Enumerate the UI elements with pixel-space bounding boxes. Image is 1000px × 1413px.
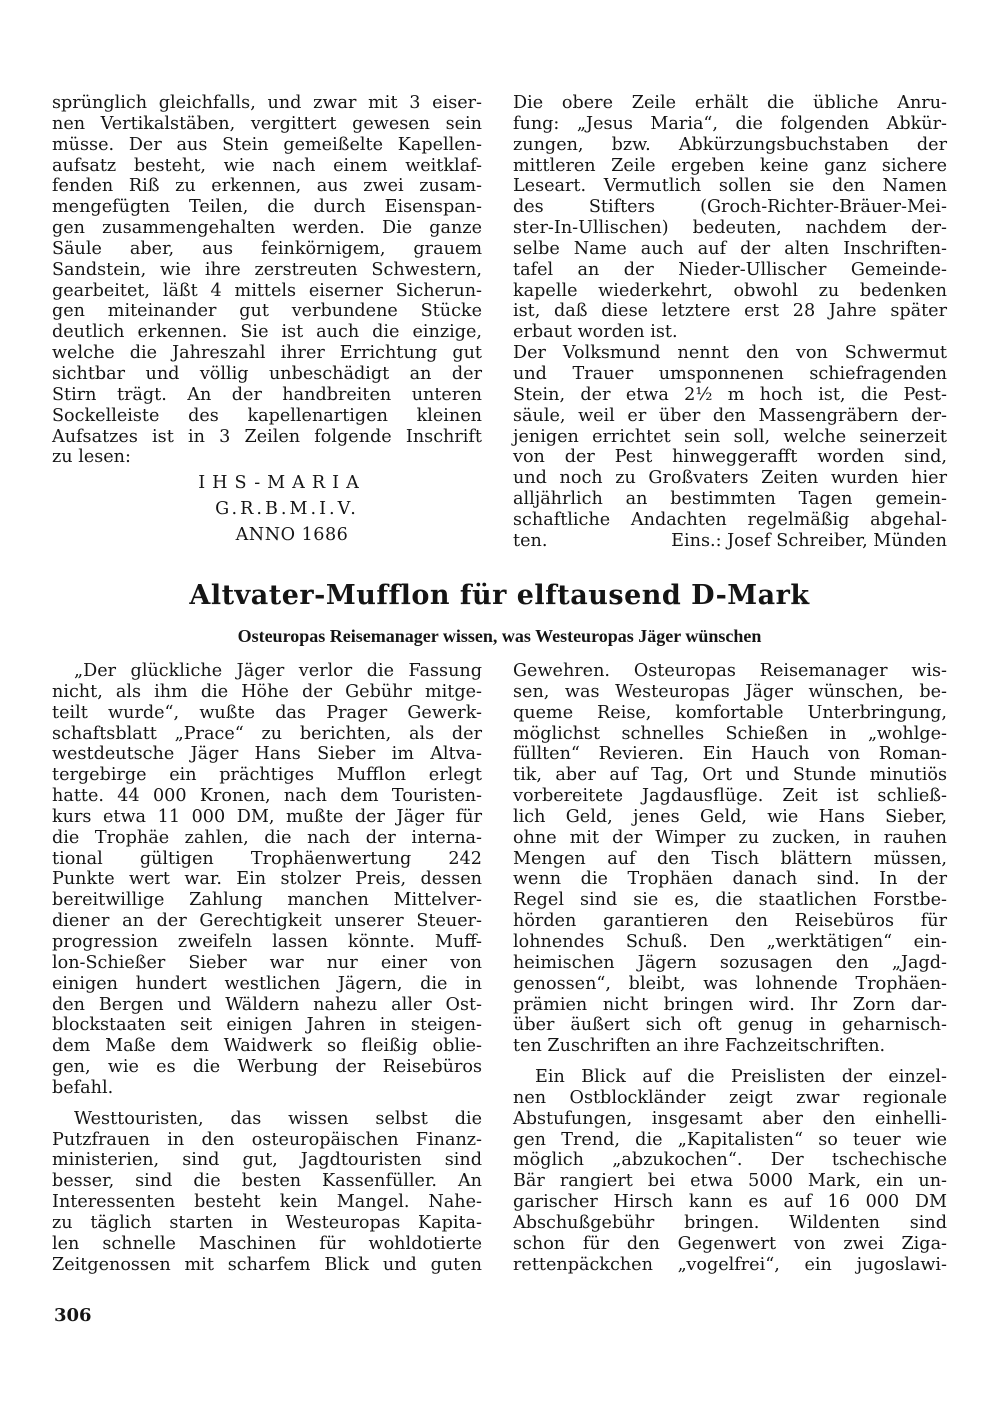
text-line: welche die Jahreszahl ihrer Errichtung gut <box>52 343 482 364</box>
text-line: vorbereitete Jagdausflüge. Zeit ist schließ- <box>513 786 947 807</box>
text-line: progression zweifeln lassen könnte. Muff- <box>52 931 482 952</box>
text-line: Interessenten besteht kein Mangel. Nahe- <box>52 1192 482 1213</box>
text-line: Der Volksmund nennt den von Schwermut <box>513 343 947 364</box>
text-line: Sandstein, wie ihre zerstreuten Schwestern, <box>52 259 482 280</box>
text-line: Mengen auf den Tisch blättern müssen, <box>513 848 947 869</box>
text-line: gearbeitet, läßt 4 mittels eiserner Sicherun- <box>52 280 482 301</box>
text-line: aufsatz besteht, wie nach einem weitklaf- <box>52 155 482 176</box>
text-line: ist, daß diese letztere erst 28 Jahre später <box>513 301 947 322</box>
text-line: nen Ostblockländer zeigt zwar regionale <box>513 1087 947 1108</box>
text-line: kapelle wiederkehrt, obwohl zu bedenken <box>513 280 947 301</box>
text-line: Aufsatzes ist in 3 Zeilen folgende Inschrift <box>52 426 482 447</box>
text-line: Säule aber, aus feinkörnigem, grauem <box>52 238 482 259</box>
text-line: selbe Name auch auf der alten Inschriften- <box>513 238 947 259</box>
text-line: tergebirge ein prächtiges Mufflon erlegt <box>52 765 482 786</box>
text-line: zungen, bzw. Abkürzungsbuchstaben der <box>513 134 947 155</box>
text-line: jenigen errichtet sein soll, welche seinerzeit <box>513 426 947 447</box>
text-line: des Stifters (Groch-Richter-Bräuer-Mei- <box>513 197 947 218</box>
author-credit: Eins.: Josef Schreiber, Münden <box>671 531 947 551</box>
article-headline: Altvater-Mufflon für elftausend D-Mark <box>189 580 810 611</box>
text-line: alljährlich an bestimmten Tagen gemein- <box>513 489 947 510</box>
inscription-line-2: G.R.B.M.I.V. <box>215 499 359 519</box>
page-number: 306 <box>54 1305 92 1326</box>
inscription-line-1: IHS-MARIA <box>198 473 366 493</box>
text-line: und Trauer umsponnenen schiefragenden <box>513 363 947 384</box>
text-line: schaftsblatt „Prace“ zu berichten, als der <box>52 723 482 744</box>
text-line: blockstaaten seit einigen Jahren in steigen- <box>52 1015 482 1036</box>
text-line: ministerien, sind gut, Jagdtouristen sind <box>52 1150 482 1171</box>
text-line: nicht, als ihm die Höhe der Gebühr mitge- <box>52 681 482 702</box>
text-line: sichtbar und völlig unbeschädigt an der <box>52 363 482 384</box>
text-line: befahl. <box>52 1077 114 1098</box>
text-line: möglichst schnelles Schießen in „wohlge- <box>513 723 947 744</box>
text-line: prämien nicht bringen wird. Ihr Zorn dar- <box>513 994 947 1015</box>
article-credit-line <box>513 531 947 552</box>
text-line: Stirn trägt. An der handbreiten unteren <box>52 384 482 405</box>
bottom-right-column <box>513 661 947 1275</box>
text-line: Ein Blick auf die Preislisten der einzel- <box>535 1067 947 1088</box>
text-line: Westtouristen, das wissen selbst die <box>74 1108 482 1129</box>
text-line: diener an der Gerechtigkeit unserer Steuer- <box>52 911 482 932</box>
text-line: erbaut worden ist. <box>513 322 678 343</box>
text-line: einigen hundert westlichen Jägern, die in <box>52 973 482 994</box>
text-line: nen Vertikalstäben, vergittert gewesen sein <box>52 113 482 134</box>
text-line: lon-Schießer Sieber war nur einer von <box>52 952 482 973</box>
text-line: mittleren Zeile ergeben keine ganz sichere <box>513 155 947 176</box>
text-line: Gewehren. Osteuropas Reisemanager wis- <box>513 661 947 681</box>
text-line: hörden garantieren den Reisebüros für <box>513 911 947 932</box>
text-line: kurs etwa 11 000 DM, mußte der Jäger für <box>52 806 482 827</box>
text-line: lohnendes Schuß. Den „werktätigen“ ein- <box>513 931 947 952</box>
text-line: und noch zu Großvaters Zeiten wurden hier <box>513 468 947 489</box>
text-line: über äußert sich oft genug in geharnisch- <box>513 1015 947 1036</box>
text-line: müsse. Der aus Stein gemeißelte Kapellen- <box>52 134 482 155</box>
text-line: heimischen Jägern sozusagen den „Jagd- <box>513 952 947 973</box>
text-line: schon für den Gegenwert von zwei Ziga- <box>513 1233 947 1254</box>
text-line: Bär rangiert bei etwa 5000 Mark, ein un- <box>513 1171 947 1192</box>
text-line: die Trophäe zahlen, die nach der interna- <box>52 827 482 848</box>
text-line: deutlich erkennen. Sie ist auch die einzige, <box>52 322 482 343</box>
top-right-column <box>513 93 947 531</box>
text-line: len schnelle Maschinen für wohldotierte <box>52 1233 482 1254</box>
final-word: ten. <box>513 531 548 551</box>
text-line: sprünglich gleichfalls, und zwar mit 3 eiser- <box>52 93 482 113</box>
inscription <box>52 470 482 548</box>
text-line: tik, aber auf Tag, Ort und Stunde minutiös <box>513 765 947 786</box>
text-line: Stein, der etwa 2½ m hoch ist, die Pest- <box>513 384 947 405</box>
text-line: ster-In-Ullischen) bedeuten, nachdem der- <box>513 218 947 239</box>
text-line: den Bergen und Wäldern nahezu aller Ost- <box>52 994 482 1015</box>
text-line: „Der glückliche Jäger verlor die Fassung <box>74 661 482 681</box>
text-line: Putzfrauen in den osteuropäischen Finanz- <box>52 1129 482 1150</box>
text-line: garischer Hirsch kann es auf 16 000 DM <box>513 1192 947 1213</box>
text-line: wenn die Trophäen danach sind. In der <box>513 869 947 890</box>
text-line: bereitwillige Zahlung manchen Mittelver- <box>52 890 482 911</box>
article-subheadline: Osteuropas Reisemanager wissen, was Westeuropas Jäger wünschen <box>237 626 762 646</box>
text-line: füllten“ Revieren. Ein Hauch von Roman- <box>513 744 947 765</box>
text-line: gen zusammengehalten werden. Die ganze <box>52 218 482 239</box>
text-line: ohne mit der Wimper zu zucken, in rauhen <box>513 827 947 848</box>
text-line: säule, weil er über den Massengräbern der- <box>513 405 947 426</box>
text-line: queme Reise, komfortable Unterbringung, <box>513 702 947 723</box>
inscription-line-3: ANNO 1686 <box>235 525 349 545</box>
text-line: zu lesen: <box>52 447 131 468</box>
text-line: gen Trend, die „Kapitalisten“ so teuer wie <box>513 1129 947 1150</box>
text-line: westdeutsche Jäger Hans Sieber im Altva- <box>52 744 482 765</box>
text-line: besser, sind die besten Kassenfüller. An <box>52 1171 482 1192</box>
text-line: von der Pest hinweggerafft worden sind, <box>513 447 947 468</box>
text-line: Leseart. Vermutlich sollen sie den Namen <box>513 176 947 197</box>
text-line: Abschußgebühr bringen. Wildenten sind <box>513 1212 947 1233</box>
bottom-left-column <box>52 661 482 1275</box>
text-line: sen, was Westeuropas Jäger wünschen, be- <box>513 681 947 702</box>
text-line: gen miteinander gut verbundene Stücke <box>52 301 482 322</box>
text-line: hatte. 44 000 Kronen, nach dem Touristen- <box>52 786 482 807</box>
text-line: dem Maße dem Waidwerk so fleißig oblie- <box>52 1036 482 1057</box>
text-line: fenden Riß zu erkennen, aus zwei zusam- <box>52 176 482 197</box>
text-line: Abstufungen, insgesamt aber den einhelli- <box>513 1108 947 1129</box>
text-line: tafel an der Nieder-Ullischer Gemeinde- <box>513 259 947 280</box>
text-line: Zeitgenossen mit scharfem Blick und guten <box>52 1254 482 1275</box>
text-line: lich Geld, jenes Geld, wie Hans Sieber, <box>513 806 947 827</box>
text-line: Die obere Zeile erhält die übliche Anru- <box>513 93 947 113</box>
text-line: gen, wie es die Werbung der Reisebüros <box>52 1057 482 1078</box>
text-line: Sockelleiste des kapellenartigen kleinen <box>52 405 482 426</box>
text-line: rettenpäckchen „vogelfrei“, ein jugoslawi- <box>513 1254 947 1275</box>
text-line: zu täglich starten in Westeuropas Kapita- <box>52 1212 482 1233</box>
text-line: ten Zuschriften an ihre Fachzeitschriften. <box>513 1036 886 1057</box>
text-line: genossen“, bleibt, was lohnende Trophäen- <box>513 973 947 994</box>
text-line: möglich „abzukochen“. Der tschechische <box>513 1150 947 1171</box>
text-line: Punkte wert war. Ein stolzer Preis, dessen <box>52 869 482 890</box>
text-line: fung: „Jesus Maria“, die folgenden Abkür- <box>513 113 947 134</box>
text-line: teilt wurde“, wußte das Prager Gewerk- <box>52 702 482 723</box>
text-line: tional gültigen Trophäenwertung 242 <box>52 848 482 869</box>
text-line: schaftliche Andachten regelmäßig abgehal- <box>513 509 947 530</box>
text-line: mengefügten Teilen, die durch Eisenspan- <box>52 197 482 218</box>
top-left-column <box>52 93 482 468</box>
text-line: Regel sind sie es, die staatlichen Forstbe- <box>513 890 947 911</box>
